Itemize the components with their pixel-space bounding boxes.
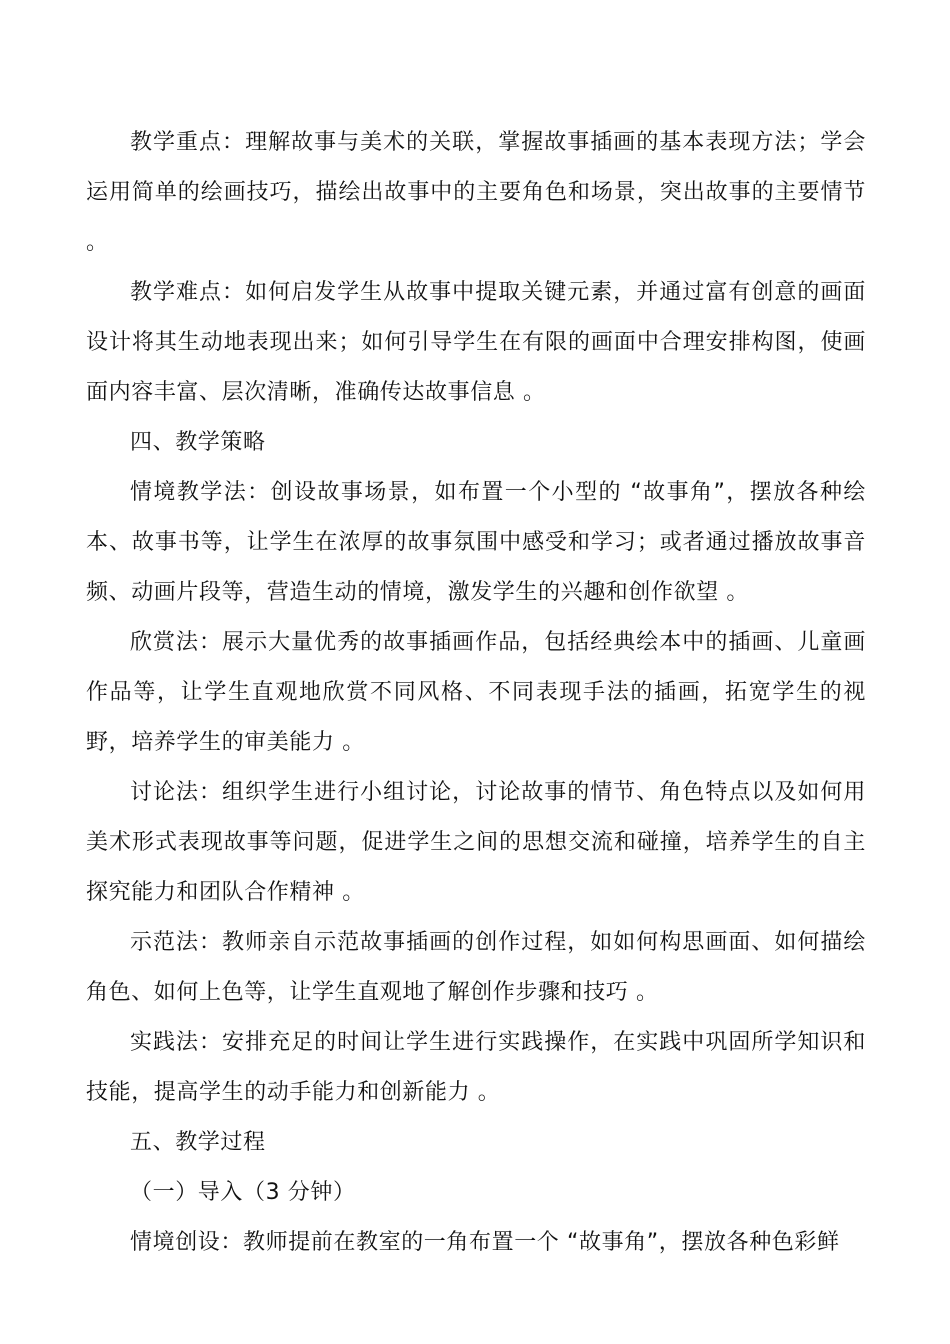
paragraph-appreciation-method: 欣赏法：展示大量优秀的故事插画作品，包括经典绘本中的插画、儿童画作品等，让学生直观地欣赏不同风格、不同表现手法的插画，拓宽学生的视野，培养学生的审美能力 。 — [86, 630, 866, 755]
document-body — [86, 118, 866, 1268]
subsection-heading-intro: （一）导入（3 分钟） — [130, 1180, 356, 1205]
paragraph-key-points: 教学重点：理解故事与美术的关联，掌握故事插画的基本表现方法；学会运用简单的绘画技巧，描绘出故事中的主要角色和场景，突出故事的主要情节 。 — [86, 130, 866, 255]
paragraph-demonstration-method: 示范法：教师亲自示范故事插画的创作过程，如如何构思画面、如何描绘角色、如何上色等，让学生直观地了解创作步骤和技巧 。 — [86, 930, 866, 1005]
section-heading-strategy: 四、教学策略 — [130, 430, 266, 455]
paragraph-scenario: 情境创设：教师提前在教室的一角布置一个 “故事角”，摆放各种色彩鲜 — [130, 1230, 840, 1255]
paragraph-practice-method: 实践法：安排充足的时间让学生进行实践操作，在实践中巩固所学知识和技能，提高学生的动手能力和创新能力 。 — [86, 1030, 866, 1105]
section-heading-process: 五、教学过程 — [130, 1130, 266, 1155]
paragraph-difficulties: 教学难点：如何启发学生从故事中提取关键元素，并通过富有创意的画面设计将其生动地表现出来；如何引导学生在有限的画面中合理安排构图，使画面内容丰富、层次清晰，准确传达故事信息 。 — [86, 280, 866, 405]
paragraph-discussion-method: 讨论法：组织学生进行小组讨论，讨论故事的情节、角色特点以及如何用美术形式表现故事等问题，促进学生之间的思想交流和碰撞，培养学生的自主探究能力和团队合作精神 。 — [86, 780, 866, 905]
paragraph-situational-method: 情境教学法：创设故事场景，如布置一个小型的 “故事角”，摆放各种绘本、故事书等，让学生在浓厚的故事氛围中感受和学习；或者通过播放故事音频、动画片段等，营造生动的情境，激发学生的兴趣和创作欲望 。 — [86, 480, 866, 605]
